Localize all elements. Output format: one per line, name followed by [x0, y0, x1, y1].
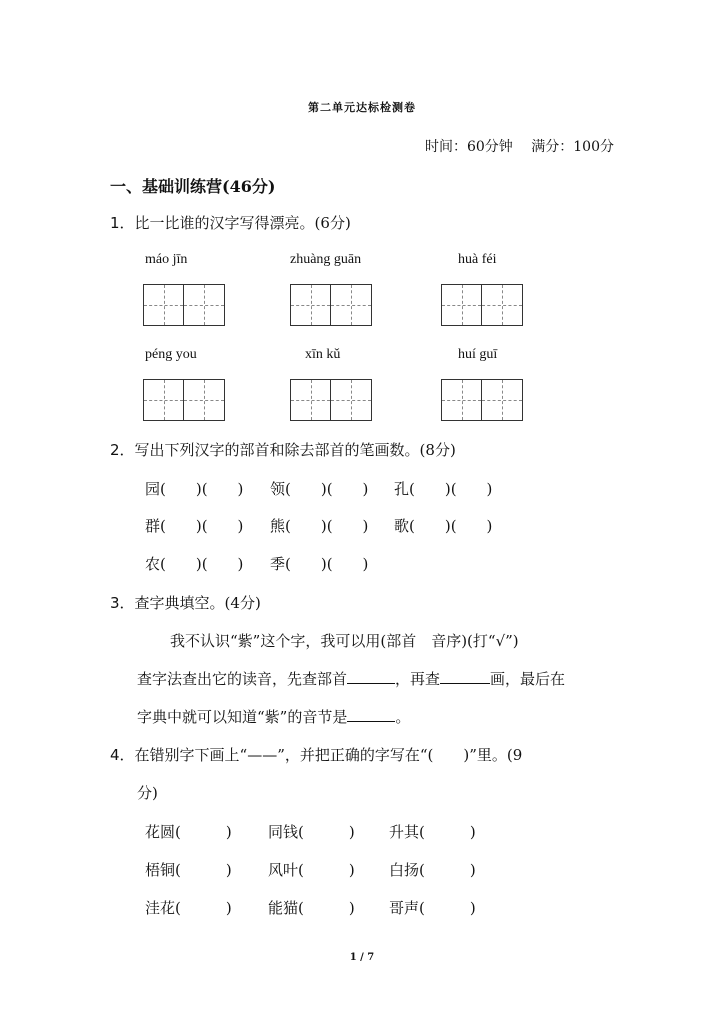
fill-blank[interactable]	[347, 707, 395, 722]
time-limit: 时间：60分钟	[424, 139, 513, 155]
question-4	[110, 744, 522, 765]
text-segment: 画，最后在	[490, 670, 566, 688]
question-number: 3．	[110, 594, 135, 612]
pinyin-label: zhuàng guān	[290, 252, 362, 267]
pinyin-label: huí guī	[458, 347, 498, 362]
answer-item[interactable]: 群( )( )	[145, 517, 244, 535]
answer-item[interactable]: 季( )( )	[270, 555, 369, 573]
question-number: 4．	[110, 746, 135, 764]
pinyin-label: huà féi	[458, 252, 497, 267]
writing-cell[interactable]	[331, 285, 371, 325]
text-segment: 字典中就可以知道“紫”的音节是	[137, 708, 348, 726]
writing-grid[interactable]	[143, 379, 225, 421]
answer-item[interactable]: 领( )( )	[270, 480, 369, 498]
writing-cell[interactable]	[184, 380, 224, 420]
writing-cell[interactable]	[291, 285, 331, 325]
question-text: 在错别字下画上“——”，并把正确的字写在“( )”里。(9	[134, 746, 523, 764]
writing-cell[interactable]	[331, 380, 371, 420]
question-text: 比一比谁的汉字写得漂亮。(6分)	[134, 214, 351, 232]
answer-item[interactable]: 同钱( )	[268, 823, 355, 841]
paragraph-line	[137, 706, 410, 727]
answer-item[interactable]: 孔( )( )	[394, 480, 493, 498]
answer-item[interactable]: 园( )( )	[145, 480, 244, 498]
answer-item[interactable]: 风叶( )	[268, 861, 355, 879]
page-title: 第二单元达标检测卷	[308, 101, 416, 114]
writing-grid[interactable]	[290, 379, 372, 421]
pinyin-label: xīn kǔ	[305, 347, 341, 362]
question-number: 2．	[110, 441, 135, 459]
question-number: 1．	[110, 214, 135, 232]
writing-cell[interactable]	[482, 285, 522, 325]
question-text: 写出下列汉字的部首和除去部首的笔画数。(8分)	[134, 441, 456, 459]
writing-grid[interactable]	[143, 284, 225, 326]
writing-grid[interactable]	[441, 284, 523, 326]
fill-blank[interactable]	[347, 669, 395, 684]
writing-grid[interactable]	[441, 379, 523, 421]
answer-item[interactable]: 白扬( )	[389, 861, 476, 879]
writing-grid[interactable]	[290, 284, 372, 326]
writing-cell[interactable]	[291, 380, 331, 420]
exam-meta	[411, 136, 614, 156]
writing-cell[interactable]	[144, 285, 184, 325]
page-number: 1 / 7	[349, 952, 375, 963]
answer-item[interactable]: 升其( )	[389, 823, 476, 841]
text-segment: ，再查	[395, 670, 441, 688]
fill-blank[interactable]	[440, 669, 490, 684]
question-3	[110, 592, 261, 613]
full-score: 满分：100分	[531, 139, 614, 155]
question-text: 查字典填空。(4分)	[134, 594, 261, 612]
question-text-continued: 分)	[137, 784, 158, 802]
answer-item[interactable]: 哥声( )	[389, 899, 476, 917]
text-segment: 查字法查出它的读音，先查部首	[137, 670, 348, 688]
writing-cell[interactable]	[482, 380, 522, 420]
section-heading: 一、基础训练营(46分)	[110, 177, 276, 196]
answer-item[interactable]: 能猫( )	[268, 899, 355, 917]
text-segment: 。	[395, 708, 411, 726]
paragraph-line	[137, 668, 565, 689]
answer-item[interactable]: 洼花( )	[145, 899, 232, 917]
pinyin-label: máo jīn	[145, 252, 188, 267]
answer-item[interactable]: 农( )( )	[145, 555, 244, 573]
answer-item[interactable]: 花圆( )	[145, 823, 232, 841]
question-2	[110, 439, 456, 460]
pinyin-label: péng you	[145, 347, 197, 362]
writing-cell[interactable]	[442, 380, 482, 420]
question-1	[110, 212, 351, 233]
paragraph-line: 我不认识“紫”这个字，我可以用(部首 音序)(打“√”)	[170, 632, 519, 650]
answer-item[interactable]: 梧铜( )	[145, 861, 232, 879]
writing-cell[interactable]	[184, 285, 224, 325]
writing-cell[interactable]	[144, 380, 184, 420]
answer-item[interactable]: 歌( )( )	[394, 517, 493, 535]
writing-cell[interactable]	[442, 285, 482, 325]
answer-item[interactable]: 熊( )( )	[270, 517, 369, 535]
